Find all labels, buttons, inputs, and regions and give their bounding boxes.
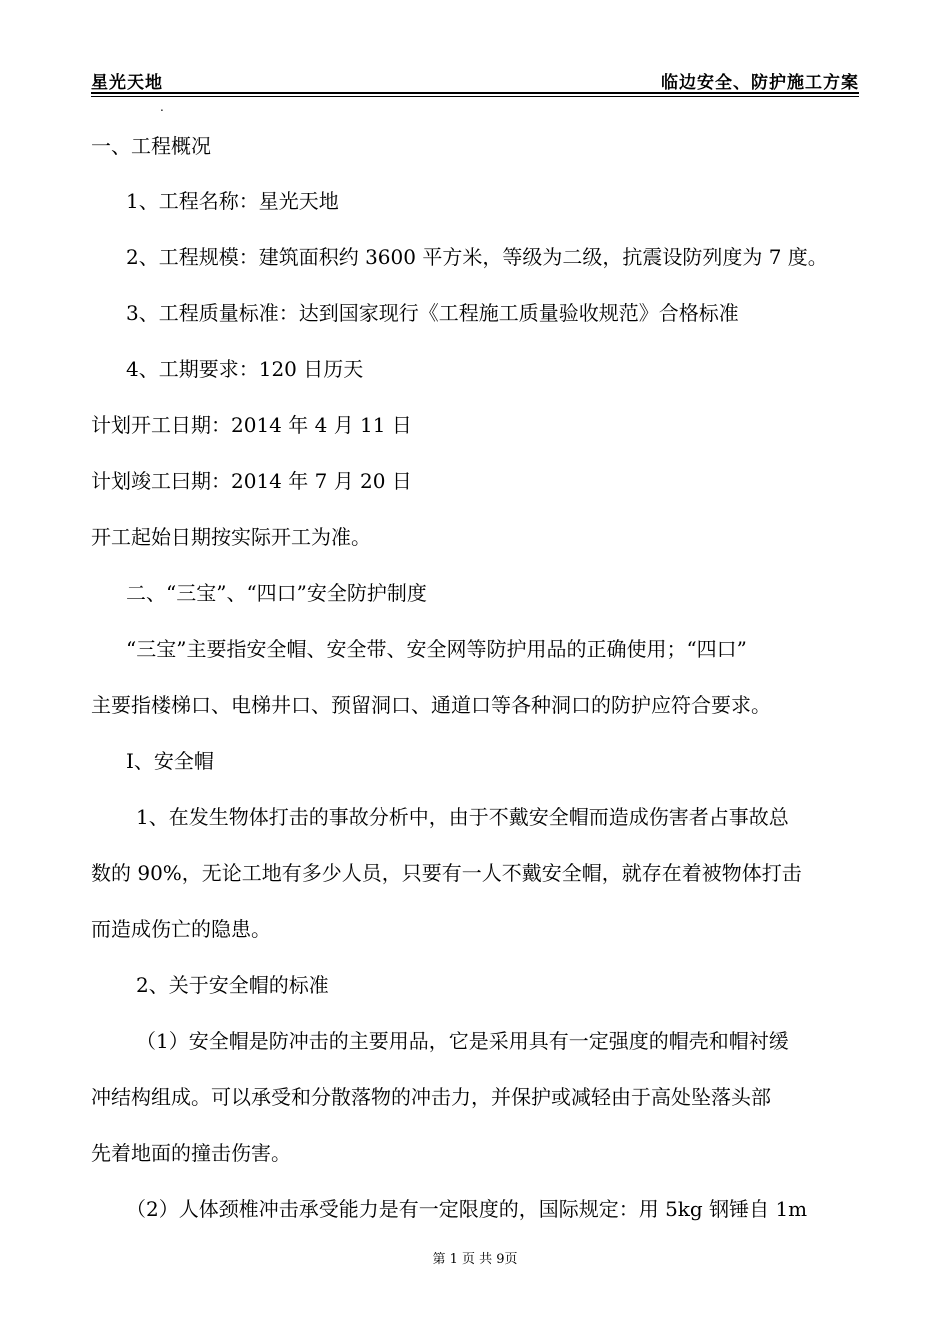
page-footer: 第 1 页 共 9页 <box>432 1252 518 1267</box>
paragraph-line: 主要指楼梯口、电梯井口、预留洞口、通道口等各种洞口的防护应符合要求。 <box>91 693 771 717</box>
paragraph-line: 数的 90%，无论工地有多少人员，只要有一人不戴安全帽，就存在着被物体打击 <box>91 861 802 885</box>
paragraph-line: 4、工期要求：120 日历天 <box>126 357 364 381</box>
subsection-heading-helmet: Ⅰ、安全帽 <box>126 749 214 773</box>
section-heading-safety: 二、“三宝”、“四口”安全防护制度 <box>126 581 427 605</box>
header-left-title: 星光天地 <box>91 73 163 93</box>
page-marker: . <box>160 100 164 114</box>
section-heading-overview: 一、工程概况 <box>91 134 211 158</box>
paragraph-line: 开工起始日期按实际开工为准。 <box>91 525 371 549</box>
paragraph-line: “三宝”主要指安全帽、安全带、安全网等防护用品的正确使用；“四口” <box>126 637 747 661</box>
paragraph-line: 计划开工日期：2014 年 4 月 11 日 <box>91 413 412 437</box>
paragraph-line: （2）人体颈椎冲击承受能力是有一定限度的，国际规定：用 5kg 钢锤自 1m <box>126 1197 808 1221</box>
paragraph-line: 计划竣工曰期：2014 年 7 月 20 日 <box>91 469 412 493</box>
paragraph-line: 2、工程规模：建筑面积约 3600 平方米，等级为二级，抗震设防列度为 7 度。 <box>126 245 828 269</box>
paragraph-line: 1、在发生物体打击的事故分析中，由于不戴安全帽而造成伤害者占事故总 <box>136 805 789 829</box>
header-right-title: 临边安全、防护施工方案 <box>661 73 859 93</box>
header-rule-thin <box>91 96 859 97</box>
paragraph-line: 3、工程质量标准：达到国家现行《工程施工质量验收规范》合格标准 <box>126 301 739 325</box>
paragraph-line: 而造成伤亡的隐患。 <box>91 917 271 941</box>
paragraph-line: 1、工程名称：星光天地 <box>126 189 339 213</box>
paragraph-line: （1）安全帽是防冲击的主要用品，它是采用具有一定强度的帽壳和帽衬缓 <box>136 1029 789 1053</box>
paragraph-line: 2、关于安全帽的标准 <box>136 973 329 997</box>
header-rule-thick <box>91 92 859 94</box>
paragraph-line: 先着地面的撞击伤害。 <box>91 1141 291 1165</box>
paragraph-line: 冲结构组成。可以承受和分散落物的冲击力，并保护或减轻由于高处坠落头部 <box>91 1085 771 1109</box>
page-header <box>91 66 859 92</box>
